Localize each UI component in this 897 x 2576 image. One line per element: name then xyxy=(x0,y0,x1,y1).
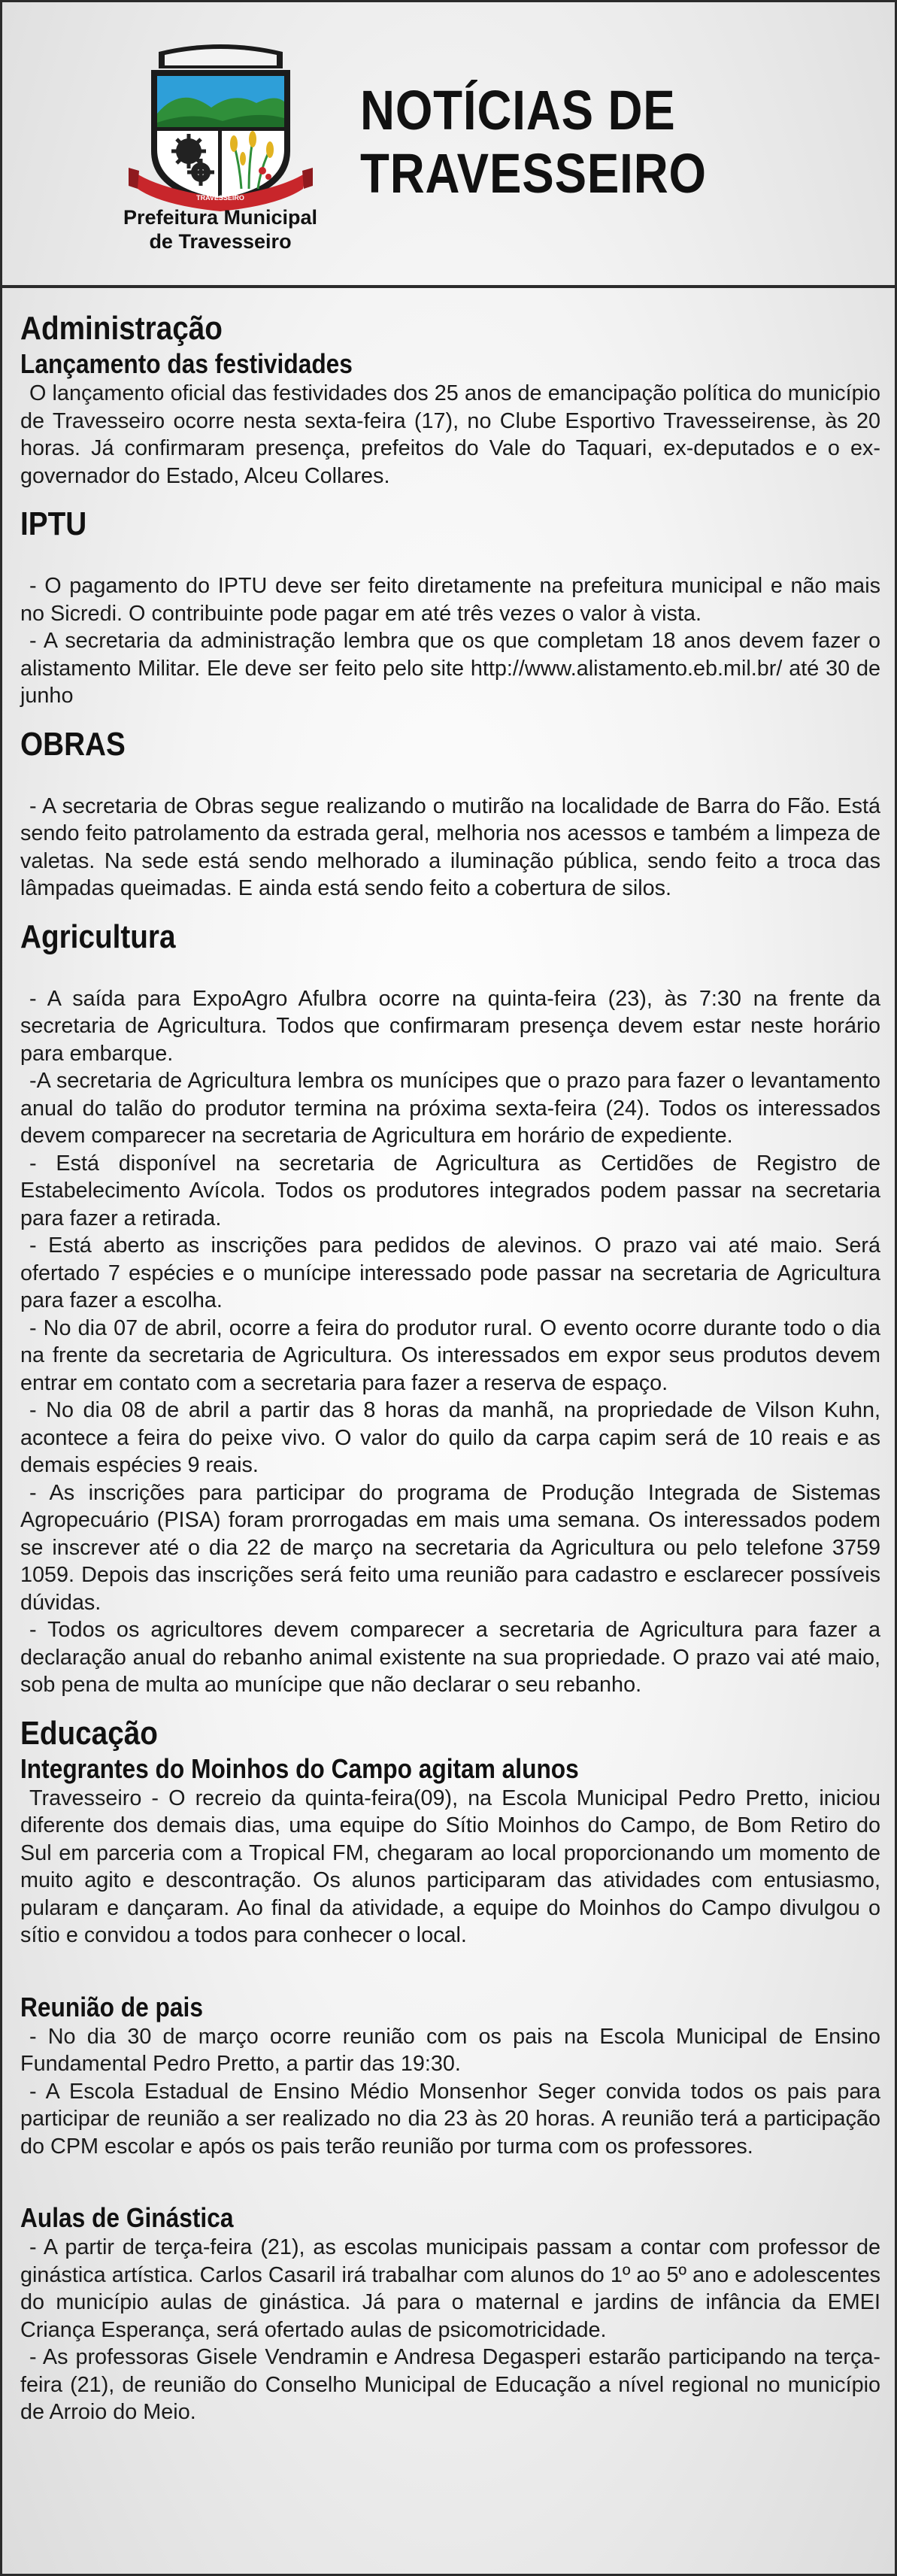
section-administracao xyxy=(20,309,880,490)
section-agricultura xyxy=(20,918,880,1699)
paragraph: -A secretaria de Agricultura lembra os munícipes que o prazo para fazer o levantamento anual do talão do produtor termina na próxima sexta-feira (24). Todos os interessados devem comparecer na secretaria de Agricultura em horário de expediente. xyxy=(20,1069,880,1148)
section-title: Administração xyxy=(20,310,223,347)
title-line2: TRAVESSEIRO xyxy=(360,142,707,205)
logo-caption xyxy=(115,205,326,253)
logo-caption-line2: de Travesseiro xyxy=(149,230,292,253)
paragraph: - Está disponível na secretaria de Agricultura as Certidões de Registro de Estabelecimento Avícola. Todos os produtores integrados podem passar na secretaria para fazer a retirada. xyxy=(20,1151,880,1230)
header xyxy=(2,2,895,288)
section-title: Educação xyxy=(20,1714,158,1752)
section-obras xyxy=(20,725,880,903)
article-subtitle: Aulas de Ginástica xyxy=(20,2202,234,2233)
paragraph: - A secretaria da administração lembra que os que completam 18 anos devem fazer o alistamento Militar. Ele deve ser feito pelo site http://www.alistamento.eb.mil.br/ até 30 de junho xyxy=(20,629,880,708)
paragraph: - A secretaria de Obras segue realizando o mutirão na localidade de Barra do Fão. Está sendo feito patrolamento da estrada geral, melhoria nos acessos e também a limpeza de valetas. Na sede está sendo melhorado a iluminação pública, sendo feito a troca das lâmpadas queimadas. E ainda está sendo feito a cobertura de silos. xyxy=(20,793,880,900)
section-aulas-de-ginastica xyxy=(20,2202,880,2426)
paragraph: - Está aberto as inscrições para pedidos de alevinos. O prazo vai até maio. Será ofertado 7 espécies e o munícipe interessado pode passar na secretaria de Agricultura para fazer a escolha. xyxy=(20,1233,880,1312)
news-content xyxy=(20,309,880,2426)
paragraph: - As inscrições para participar do programa de Produção Integrada de Sistemas Agropecuário (PISA) foram prorrogadas em mais uma semana. Os interessados podem se inscrever até o dia 22 de março na secretaria da Agricultura ou pelo telefone 3759 1059. Depois das inscrições será feito uma reunião para cadastro e esclarecer possíveis dúvidas. xyxy=(20,1480,880,1615)
section-iptu xyxy=(20,505,880,710)
logo-ribbon-text: TRAVESSEIRO xyxy=(196,194,244,202)
article-subtitle: Reunião de pais xyxy=(20,1991,203,2022)
section-title: IPTU xyxy=(20,505,87,542)
article-subtitle: Lançamento das festividades xyxy=(20,348,353,379)
paragraph: - A saída para ExpoAgro Afulbra ocorre na quinta-feira (23), às 7:30 na frente da secretaria de Agricultura. Todos que confirmaram presença devem estar neste horário para embarque. xyxy=(20,986,880,1066)
article-subtitle: Integrantes do Moinhos do Campo agitam alunos xyxy=(20,1752,579,1784)
paragraph: O lançamento oficial das festividades dos 25 anos de emancipação política do município de Travesseiro ocorre nesta sexta-feira (17), no Clube Esportivo Travesseirense, às 20 horas. Já confirmaram presença, prefeitos do Vale do Taquari, ex-deputados e o ex-governador do Estado, Alceu Collares. xyxy=(20,381,880,488)
logo-caption-line1: Prefeitura Municipal xyxy=(123,206,318,229)
paragraph: Travesseiro - O recreio da quinta-feira(09), na Escola Municipal Pedro Pretto, iniciou diferente dos demais dias, uma equipe do Sítio Moinhos do Campo, de Bom Retiro do Sul em parceria com a Tropical FM, chegaram ao local proporcionando um momento de muito agito e descontração. Os alunos participaram das atividades com entusiasmo, pularam e dançaram. Ao final da atividade, a equipe do Moinhos do Campo divulgou o sítio e convidou a todos para conhecer o local. xyxy=(20,1786,880,1947)
section-reuniao-de-pais xyxy=(20,1992,880,2161)
paragraph: - A Escola Estadual de Ensino Médio Monsenhor Seger convida todos os pais para participar de reunião a ser realizado no dia 23 às 20 horas. A reunião terá a participação do CPM escolar e após os pais terão reunião por turma com os professores. xyxy=(20,2079,880,2159)
coat-of-arms-icon xyxy=(129,38,313,211)
paragraph: - A partir de terça-feira (21), as escolas municipais passam a contar com professor de ginástica artística. Carlos Casaril irá trabalhar com alunos do 1º ao 5º ano e adolescentes do município aulas de ginástica. Já para o maternal e jardins de infância da EMEI Criança Esperança, será ofertado aulas de psicomotricidade. xyxy=(20,2235,880,2342)
paragraph: - No dia 07 de abril, ocorre a feira do produtor rural. O evento ocorre durante todo o dia na frente da secretaria de Agricultura. Os interessados em expor seus produtos devem entrar em contato com a secretaria para fazer a reserva de espaço. xyxy=(20,1315,880,1395)
title-line1: NOTÍCIAS DE xyxy=(360,79,676,141)
section-title: Agricultura xyxy=(20,918,176,955)
paragraph: - O pagamento do IPTU deve ser feito diretamente na prefeitura municipal e não mais no Sicredi. O contribuinte pode pagar em até três vezes o valor à vista. xyxy=(20,574,880,626)
paragraph: - Todos os agricultores devem comparecer a secretaria de Agricultura para fazer a declaração anual do rebanho animal existente na sua propriedade. O prazo vai até maio, sob pena de multa ao munícipe que não declarar o seu rebanho. xyxy=(20,1618,880,1697)
section-title: OBRAS xyxy=(20,725,126,763)
section-educacao xyxy=(20,1714,880,1949)
paragraph: - No dia 30 de março ocorre reunião com os pais na Escola Municipal de Ensino Fundamental Pedro Pretto, a partir das 19:30. xyxy=(20,2024,880,2076)
newsletter-title xyxy=(360,79,723,205)
paragraph: - As professoras Gisele Vendramin e Andresa Degasperi estarão participando na terça-feira (21), de reunião do Conselho Municipal de Educação a nível regional no município de Arroio do Meio. xyxy=(20,2345,880,2424)
paragraph: - No dia 08 de abril a partir das 8 horas da manhã, na propriedade de Vilson Kuhn, acontece a feira do peixe vivo. O valor do quilo da carpa capim será de 10 reais e as demais espécies 9 reais. xyxy=(20,1398,880,1477)
